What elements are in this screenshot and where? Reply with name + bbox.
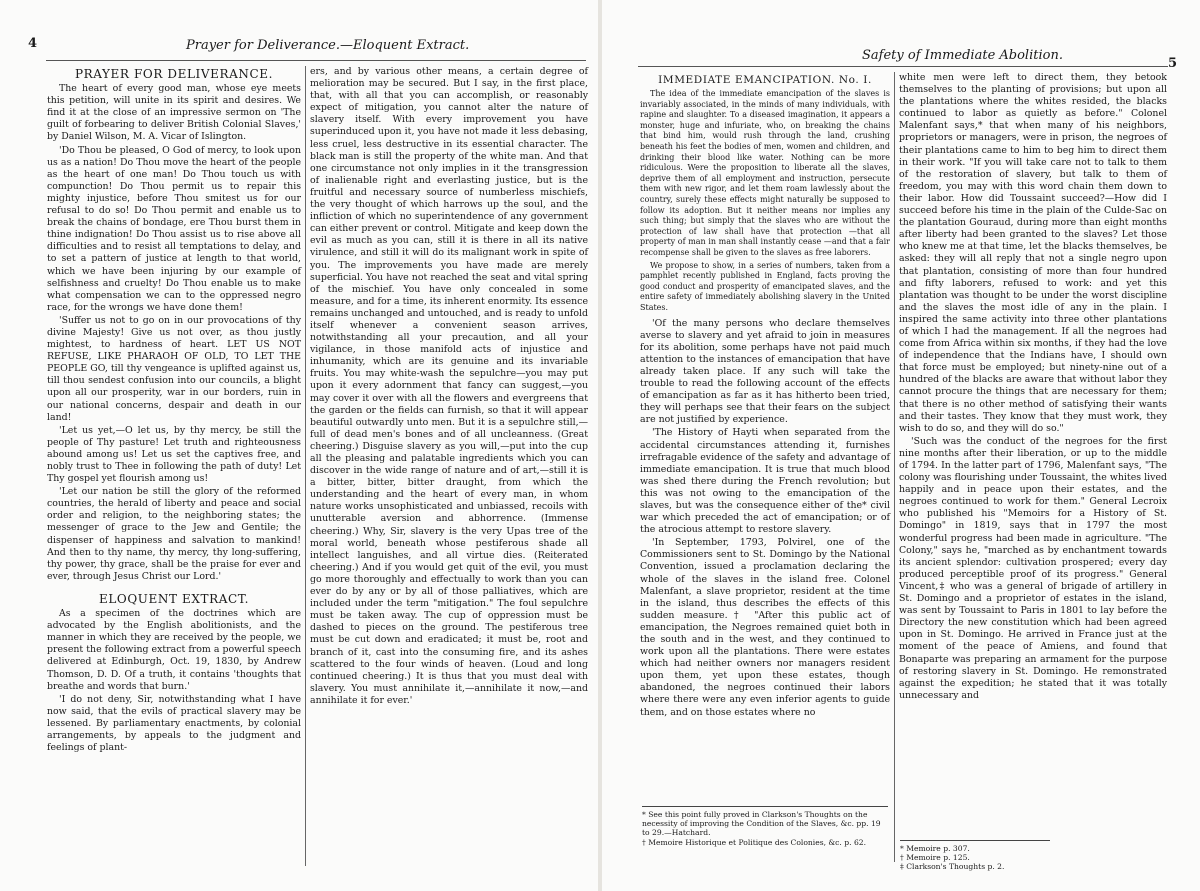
page-number-right: 5	[1168, 56, 1178, 71]
left-column-2	[310, 66, 588, 707]
column-divider-left	[305, 66, 306, 866]
paragraph: 'Do Thou be pleased, O God of mercy, to look upon us as a nation! Do Thou move the heart of the people as the heart of one man! Do Thou touch us with compunction! Do Thou permit us to repair this mighty injustice, before Thou smitest us for our refusal to do so! Do Thou permit and enable us to break the chains of bondage, ere Thou burst them in thine indignation! Do Thou assist us to rise above all difficulties and to resist all temptations to delay, and to set a pattern of justice at length to that world, which we have been injuring by our example of selfishness and cruelty! Do Thou enable us to make what compensation we can to the oppressed negro race, for the wrongs we have done them!	[47, 144, 301, 313]
footnotes-column-2	[900, 844, 1100, 872]
paragraph: 'I do not deny, Sir, notwithstanding what I have now said, that the evils of practical slavery may be lessened. By parliamentary enactments, by colonial arrangements, by appeals to the judgment and feelings of plant-	[47, 693, 301, 754]
section-heading-emancipation: IMMEDIATE EMANCIPATION. No. I.	[658, 74, 872, 86]
footnote-rule-2	[900, 840, 1050, 841]
page-number-left: 4	[28, 36, 38, 51]
paragraph: As a specimen of the doctrines which are advocated by the English abolitionists, and the manner in which they are received by the people, we present the following extract from a powerful speech delivered at Edinburgh, Oct. 19, 1830, by Andrew Thomson, D. D. Of a truth, it contains 'thoughts that breathe and words that burn.'	[47, 608, 301, 692]
paragraph: The heart of every good man, whose eye meets this petition, will unite in its spirit and desires. We find it at the close of an impressive sermon on 'The guilt of forbearing to deliver British Colonial Slaves,' by Daniel Wilson, M. A. Vicar of Islington.	[47, 83, 301, 143]
paragraph: 'The History of Hayti when separated from the accidental circumstances attending it, furnishes irrefragable evidence of the safety and advantage of immediate emancipation. It is true that much blood was shed there during the French revolution; but this was not owing to the emancipation of the slaves, but was the consequence either of the* civil war which preceded the act of emancipation; or of the atrocious attempt to restore slavery.	[640, 427, 890, 536]
footnote-rule-1	[642, 806, 888, 807]
column-divider-right	[894, 72, 895, 862]
paragraph: 'Let us yet,—O let us, by thy mercy, be still the people of Thy pasture! Let truth and righteousness abound among us! Let us set the captives free, and nobly trust to Thee in following the path of duty! Let Thy gospel yet flourish among us!	[47, 424, 301, 485]
intro-small-print	[640, 89, 890, 313]
running-head-right: Safety of Immediate Abolition.	[862, 48, 1063, 63]
footnote: † Memoire Historique et Politique des Colonies, &c. p. 62.	[642, 837, 867, 847]
header-rule-right	[638, 66, 1168, 67]
footnote: * Memoire p. 307.	[900, 844, 970, 853]
left-column-1	[47, 66, 301, 754]
footnote: * See this point fully proved in Clarkson's Thoughts on the necessity of improving the Condition of the Slaves, &c. pp. 19 to 29.—Hatchard.	[642, 810, 881, 838]
footnote: ‡ Clarkson's Thoughts p. 2.	[900, 862, 1005, 872]
running-head-left: Prayer for Deliverance.—Eloquent Extract.	[186, 38, 470, 53]
header-rule-left	[46, 60, 586, 61]
paragraph: 'Such was the conduct of the negroes for the first nine months after their liberation, or up to the middle of 1794. In the latter part of 1796, Malenfant says, "The colony was flourishing under Toussaint, the whites lived happily and in peace upon their estates, and the negroes continued to work for them." General Lecroix who published his "Memoirs for a History of St. Domingo" in 1819, says that in 1797 the most wonderful progress had been made in agriculture. "The Colony," says he, "marched as by enchantment towards its ancient splendor: cultivation prospered; every day produced perceptible proof of its progress." General Vincent,‡ who was a general of brigade of artillery in St. Domingo and a proprietor of estates in the island, was sent by Toussaint to Paris in 1801 to lay before the Directory the new constitution which had been agreed upon in St. Domingo. He arrived in France just at the moment of the peace of Amiens, and found that Bonaparte was preparing an armament for the purpose of restoring slavery in St. Domingo. He remonstrated against the expedition; he stated that it was totally unnecessary and	[899, 435, 1167, 701]
paragraph: 'Let our nation be still the glory of the reformed countries, the herald of liberty and peace and social order and religion, to the neighboring states; the messenger of grace to the Jew and Gentile; the dispenser of happiness and salvation to mankind! And then to thy name, thy mercy, thy long-suffering, thy power, thy grace, shall be the praise for ever and ever, through Jesus Christ our Lord.'	[47, 486, 301, 582]
paragraph: We propose to show, in a series of numbers, taken from a pamphlet recently published in England, facts proving the good conduct and prosperity of emancipated slaves, and the entire safety of immediately abolishing slavery in the United States.	[640, 260, 890, 312]
footnotes-column-1	[642, 810, 888, 847]
paragraph: 'In September, 1793, Polvirel, one of the Commissioners sent to St. Domingo by the National Convention, issued a proclamation declaring the whole of the slaves in the island free. Colonel Malenfant, a slave proprietor, resident at the time in the island, thus describes the effects of this sudden measure.† "After this public act of emancipation, the Negroes remained quiet both in the south and in the west, and they continued to work upon all the plantations. There were estates which had neither owners nor managers resident upon them, yet upon these estates, though abandoned, the negroes continued their labors where there were any even inferior agents to guide them, and on those estates where no	[640, 537, 890, 718]
paragraph: 'Of the many persons who declare themselves averse to slavery and yet afraid to join in measures for its abolition, some perhaps have not paid much attention to the instances of emancipation that have already taken place. If any such will take the trouble to read the following account of the effects of emancipation as far as it has hitherto been tried, they will perhaps see that their fears on the subject are not justified by experience.	[640, 317, 890, 426]
section-heading-eloquent: ELOQUENT EXTRACT.	[98, 591, 250, 606]
paragraph: ers, and by various other means, a certain degree of melioration may be secured. But I say, in the first place, that, with all that you can accomplish, or reasonably expect of mitigation, you cannot alter the nature of slavery itself. With every improvement you have superinduced upon it, you have not made it less debasing, less cruel, less destructive in its essential character. The black man is still the property of the white man. And that one circumstance not only implies in it the transgression of inalienable right and everlasting justice, but is the fruitful and necessary source of numberless mischiefs, the very thought of which harrows up the soul, and the infliction of which no superintendence of any government can either prevent or control. Mitigate and keep down the evil as much as you can, still it is there in all its native virulence, and still it will do its malignant work in spite of you. The improvements you have made are merely superficial. You have not reached the seat and vital spring of the mischief. You have only concealed in some measure, and for a time, its inherent enormity. Its essence remains unchanged and untouched, and is ready to unfold itself whenever a convenient season arrives, notwithstanding all your precaution, and all your vigilance, in those manifold acts of injustice and inhumanity, which are its genuine and its invariable fruits. You may white-wash the sepulchre—you may put upon it every adornment that fancy can suggest,—you may cover it over with all the flowers and evergreens that the garden or the fields can furnish, so that it will appear beautiful outwardly unto men. But it is a sepulchre still,—full of dead men's bones and of all uncleanness. (Great cheering.) Disguise slavery as you will,—put into the cup all the pleasing and palatable ingredients which you can discover in the wide range of nature and of art,—still it is a bitter, bitter, bitter draught, from which the understanding and the heart of every man, in whom nature works unsophisticated and unbiassed, recoils with unutterable aversion and abhorrence. (Immense cheering.) Why, Sir, slavery is the very Upas tree of the moral world, beneath whose pestiferous shade all intellect languishes, and all virtue dies. (Reiterated cheering.) And if you would get quit of the evil, you must go more thoroughly and effectually to work than you can ever do by any or by all of those palliatives, which are included under the term "mitigation." The foul sepulchre must be taken away. The cup of oppression must be dashed to pieces on the ground. The pestiferous tree must be cut down and eradicated; it must be, root and branch of it, cast into the consuming fire, and its ashes scattered to the four winds of heaven. (Loud and long continued cheering.) It is thus that you must deal with slavery. You must annihilate it,—annihilate it now,—and annihilate it for ever.'	[310, 66, 588, 706]
right-column-2	[899, 72, 1167, 702]
paragraph: The idea of the immediate emancipation of the slaves is invariably associated, in the minds of many individuals, with rapine and slaughter. To a diseased imagination, it appears a monster, huge and infuriate, who, on breaking the chains that bind him, would rush through the land, crushing beneath his feet the bodies of men, women and children, and drinking their blood like water. Nothing can be more ridiculous. Were the proposition to liberate all the slaves, deprive them of all employment and instruction, persecute them with new rigor, and let them roam lawlessly about the country, surely these effects might naturally be supposed to follow its adoption. But it neither means nor implies any such thing; but simply that the slaves who are without the protection of law shall have that protection —that all property of man in man shall instantly cease —and that a fair recompense shall be given to the slaves as free laborers.	[640, 89, 890, 257]
paragraph: 'Suffer us not to go on in our provocations of thy divine Majesty! Give us not over, as thou justly mightest, to hardness of heart. LET US NOT REFUSE, LIKE PHARAOH OF OLD, TO LET THE PEOPLE GO, till thy vengeance is uplifted against us, till thou sendest confusion into our councils, a blight upon all our prosperity, war in our borders, ruin in our national concerns, despair and death in our land!	[47, 314, 301, 423]
footnote: † Memoire p. 125.	[900, 853, 970, 863]
left-page	[0, 0, 598, 891]
section-heading-prayer: PRAYER FOR DELIVERANCE.	[74, 67, 274, 81]
right-page	[602, 0, 1200, 891]
paragraph: white men were left to direct them, they betook themselves to the planting of provisions; but upon all the plantations where the whites resided, the blacks continued to labor as quietly as before." Colonel Malenfant says,* that when many of his neighbors, proprietors or managers, were in prison, the negroes of their plantations came to him to beg him to direct them in their work. "If you will take care not to talk to them of the restoration of slavery, but talk to them of freedom, you may with this word chain them down to their labor. How did Toussaint succeed?—How did I succeed before his time in the plain of the Culde-Sac on the plantation Gouraud, during more than eight months after liberty had been granted to the slaves? Let those who knew me at that time, let the blacks themselves, be asked: they will all reply that not a single negro upon that plantation, consisting of more than four hundred and fifty laborers, refused to work: and yet this plantation was thought to be under the worst discipline and the slaves the most idle of any in the plain. I inspired the same activity into three other plantations of which I had the management. If all the negroes had come from Africa within six months, if they had the love of independence that the Indians have, I should own that force must be employed; but ninety-nine out of a hundred of the blacks are aware that without labor they cannot procure the things that are necessary for them; that there is no other method of satisfying their wants and their tastes. They know that they must work, they wish to do so, and they will do so."	[899, 72, 1167, 434]
right-column-1	[640, 72, 890, 719]
